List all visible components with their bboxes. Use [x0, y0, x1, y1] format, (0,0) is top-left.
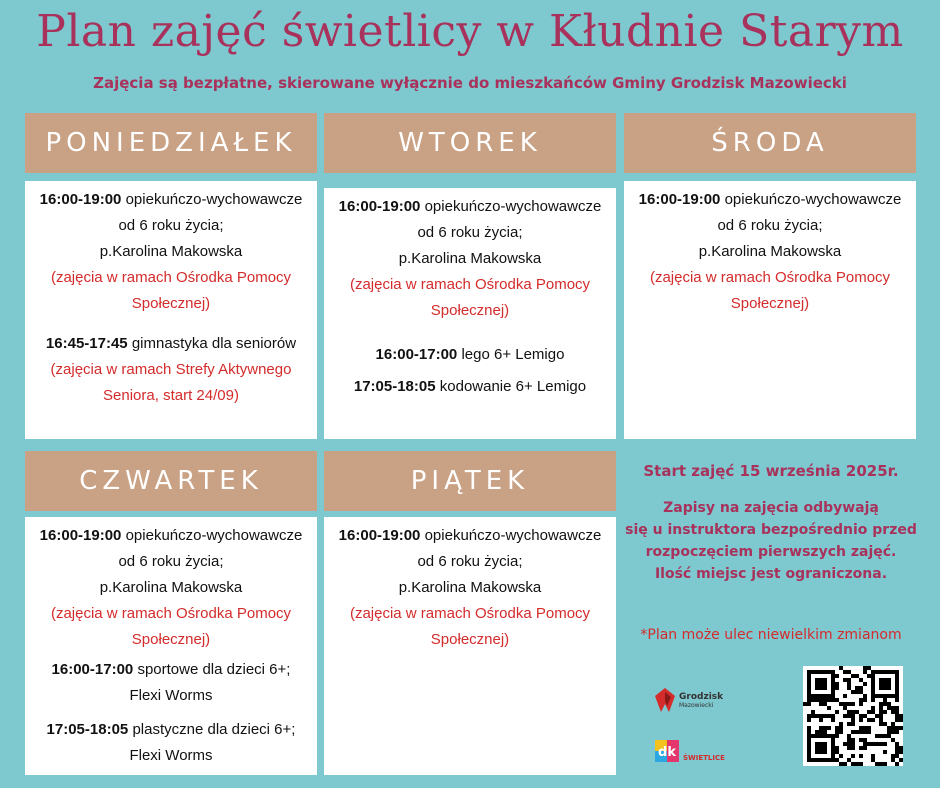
- entry-line: p.Karolina Makowska: [99, 243, 243, 260]
- entry-time: 16:00-19:00: [638, 191, 721, 208]
- start-date-info: Start zajęć 15 września 2025r.: [643, 462, 899, 480]
- day-name-monday: PONIEDZIAŁEK: [45, 128, 297, 158]
- day-header-wednesday: [624, 113, 916, 173]
- entry: [25, 523, 317, 653]
- entry-time: 16:45-17:45: [45, 335, 128, 352]
- entry-time: 16:00-17:00: [375, 346, 458, 363]
- entry-text: sportowe dla dzieci 6+;: [137, 661, 291, 678]
- swietlice-logo: [655, 740, 725, 762]
- day-header-thursday: [25, 451, 317, 511]
- day-name-thursday: CZWARTEK: [79, 466, 263, 496]
- entry-line: p.Karolina Makowska: [698, 243, 842, 260]
- registration-line: Ilość miejsc jest ograniczona.: [654, 566, 888, 582]
- entry-text: lego 6+ Lemigo: [461, 346, 565, 363]
- registration-line: rozpoczęciem pierwszych zajęć.: [645, 544, 897, 560]
- entry-note: (zajęcia w ramach Strefy Aktywnego Seniora, start 24/09): [50, 361, 292, 404]
- entry-text: opiekuńczo-wychowawcze: [424, 527, 602, 544]
- day-name-wednesday: ŚRODA: [711, 128, 829, 158]
- entry-line: p.Karolina Makowska: [398, 579, 542, 596]
- entry-line: od 6 roku życia;: [417, 553, 523, 570]
- entry: [324, 374, 616, 400]
- entry-line: od 6 roku życia;: [118, 217, 224, 234]
- entry: [324, 523, 616, 653]
- entry-time: 16:00-19:00: [39, 527, 122, 544]
- entry: [324, 194, 616, 324]
- entry: [25, 717, 317, 769]
- page-subtitle: Zajęcia są bezpłatne, skierowane wyłącznie do mieszkańców Gminy Grodzisk Mazowiecki: [93, 74, 847, 92]
- registration-info: [624, 497, 918, 585]
- registration-line: Zapisy na zajęcia odbywają: [663, 500, 879, 516]
- entry-note: (zajęcia w ramach Ośrodka Pomocy Społecznej): [649, 269, 891, 312]
- day-header-monday: [25, 113, 317, 173]
- entry-time: 16:00-19:00: [39, 191, 122, 208]
- entry: [25, 187, 317, 317]
- day-body-wednesday: [624, 181, 916, 439]
- entry-text: plastyczne dla dzieci 6+;: [132, 721, 296, 738]
- entry-line: od 6 roku życia;: [118, 553, 224, 570]
- qr-code-graphic: [803, 666, 903, 766]
- entry-text: opiekuńczo-wychowawcze: [724, 191, 902, 208]
- entry: [25, 331, 317, 409]
- entry-text: kodowanie 6+ Lemigo: [439, 378, 587, 395]
- entry-line: od 6 roku życia;: [717, 217, 823, 234]
- grodzisk-icon: [655, 688, 675, 712]
- grodzisk-logo-subtext: Mazowiecki: [679, 701, 714, 709]
- entry-note: (zajęcia w ramach Ośrodka Pomocy Społecznej): [50, 269, 292, 312]
- entry-text: gimnastyka dla seniorów: [131, 335, 297, 352]
- registration-line: się u instruktora bezpośrednio przed: [625, 522, 917, 538]
- swietlice-icon: [655, 740, 679, 762]
- entry-note: (zajęcia w ramach Ośrodka Pomocy Społecznej): [50, 605, 292, 648]
- page-title: Plan zajęć świetlicy w Kłudnie Starym: [36, 6, 904, 57]
- entry: [25, 657, 317, 709]
- entry-time: 17:05-18:05: [353, 378, 436, 395]
- entry-time: 16:00-17:00: [51, 661, 134, 678]
- svg-text:dk: dk: [658, 745, 676, 760]
- entry-time: 16:00-19:00: [338, 527, 421, 544]
- entry-line: od 6 roku życia;: [417, 224, 523, 241]
- day-body-friday: [324, 517, 616, 775]
- grodzisk-logo: [655, 688, 723, 712]
- entry-text: opiekuńczo-wychowawcze: [424, 198, 602, 215]
- day-body-monday: [25, 181, 317, 439]
- entry-line: p.Karolina Makowska: [99, 579, 243, 596]
- entry-note: (zajęcia w ramach Ośrodka Pomocy Społecznej): [349, 605, 591, 648]
- swietlice-logo-text: ŚWIETLICE: [683, 754, 725, 762]
- entry-time: 16:00-19:00: [338, 198, 421, 215]
- day-name-tuesday: WTOREK: [398, 128, 542, 158]
- change-note: *Plan może ulec niewielkim zmianom: [640, 627, 902, 643]
- entry-line: Flexi Worms: [129, 687, 213, 704]
- entry-time: 17:05-18:05: [46, 721, 129, 738]
- entry-note: (zajęcia w ramach Ośrodka Pomocy Społecznej): [349, 276, 591, 319]
- entry: [624, 187, 916, 317]
- entry: [324, 342, 616, 368]
- day-header-friday: [324, 451, 616, 511]
- grodzisk-logo-text: Grodzisk: [679, 691, 724, 702]
- entry-line: Flexi Worms: [129, 747, 213, 764]
- day-header-tuesday: [324, 113, 616, 173]
- day-name-friday: PIĄTEK: [410, 466, 530, 496]
- day-body-thursday: [25, 517, 317, 775]
- entry-line: p.Karolina Makowska: [398, 250, 542, 267]
- entry-text: opiekuńczo-wychowawcze: [125, 191, 303, 208]
- entry-text: opiekuńczo-wychowawcze: [125, 527, 303, 544]
- day-body-tuesday: [324, 188, 616, 439]
- qr-code[interactable]: [803, 666, 903, 766]
